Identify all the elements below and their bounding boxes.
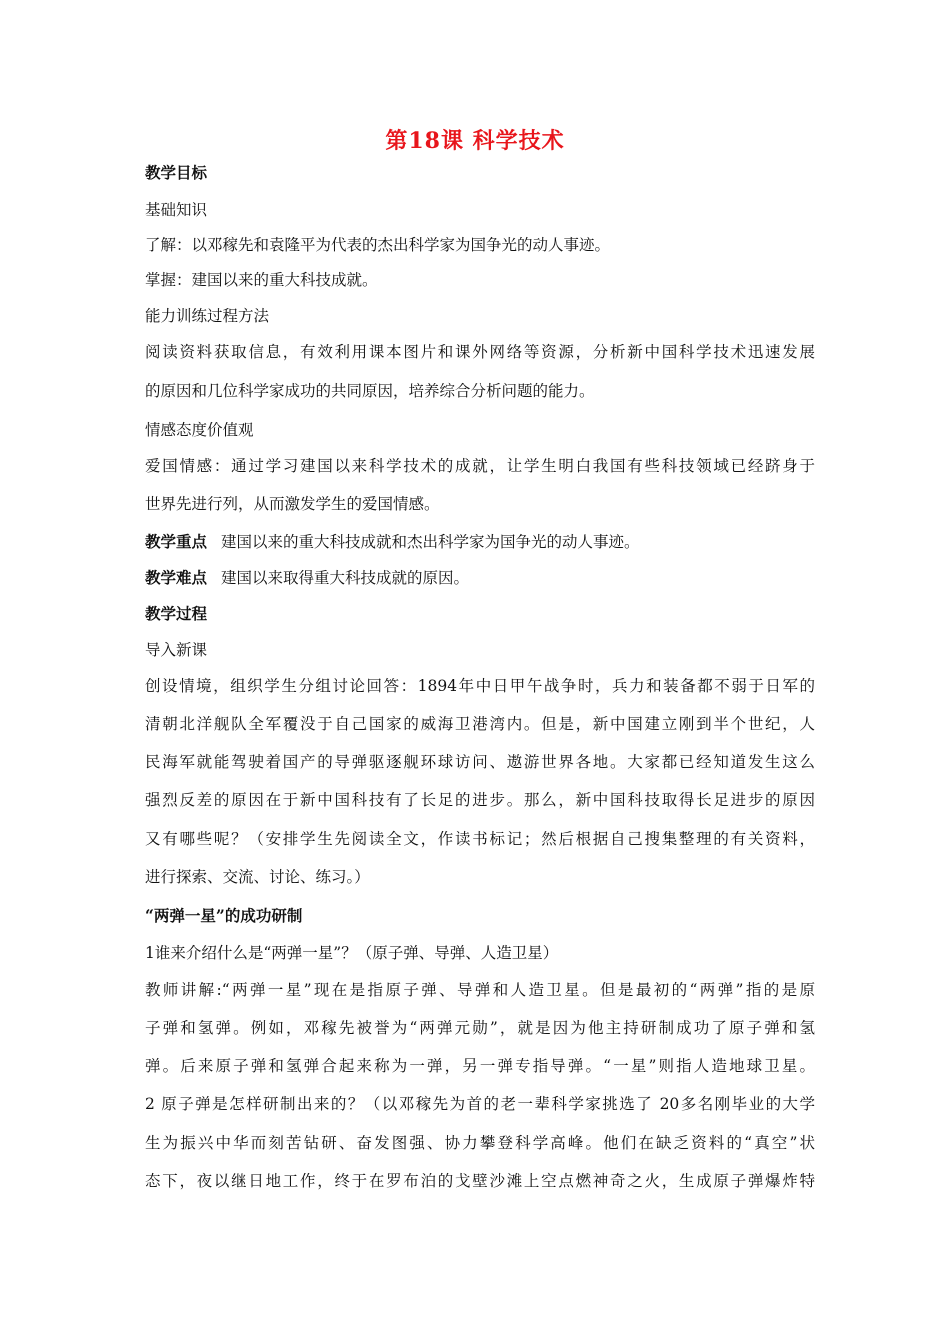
section-label: 教学重点 [145, 532, 208, 551]
text-line: 子弹和氢弹。例如，邓稼先被誉为“两弹元勋”，就是因为他主持研制成功了原子弹和氢 [145, 1019, 815, 1037]
text-line: 掌握：建国以来的重大科技成就。 [145, 271, 378, 289]
text-line: 进行探索、交流、讨论、练习。） [145, 868, 370, 886]
text-line: 创设情境，组织学生分组讨论回答：1894年中日甲午战争时，兵力和装备都不弱于日军的 [145, 677, 815, 695]
text-line: 爱国情感：通过学习建国以来科学技术的成就，让学生明白我国有些科技领域已经跻身于 [145, 457, 815, 475]
text-line: “两弹一星”的成功研制 [145, 906, 303, 925]
text-line: 教学过程 [145, 604, 208, 623]
text-line: 态下，夜以继日地工作，终于在罗布泊的戈壁沙滩上空点燃神奇之火，生成原子弹爆炸特 [145, 1172, 815, 1190]
text-line: 民海军就能驾驶着国产的导弹驱逐舰环球访问、遨游世界各地。大家都已经知道发生这么 [145, 753, 815, 771]
page-title: 第18课 科学技术 [385, 128, 565, 154]
text-line: 生为振兴中华而刻苦钻研、奋发图强、协力攀登科学高峰。他们在缺乏资料的“真空”状 [145, 1134, 815, 1152]
text-line: 能力训练过程方法 [145, 307, 270, 325]
text-line [145, 568, 815, 588]
text-line: 清朝北洋舰队全军覆没于自己国家的威海卫港湾内。但是，新中国建立刚到半个世纪，人 [145, 715, 815, 733]
text-line: 教学目标 [145, 163, 208, 182]
text-line: 又有哪些呢？（安排学生先阅读全文，作读书标记；然后根据自己搜集整理的有关资料， [145, 830, 815, 848]
text-line: 阅读资料获取信息，有效利用课本图片和课外网络等资源，分析新中国科学技术迅速发展 [145, 343, 815, 361]
text-line: 情感态度价值观 [145, 421, 254, 439]
text-line: 1谁来介绍什么是“两弹一星”？（原子弹、导弹、人造卫星） [145, 944, 559, 962]
section-label: 教学难点 [145, 568, 208, 587]
text-line: 世界先进行列，从而激发学生的爱国情感。 [145, 495, 440, 513]
text-line: 基础知识 [145, 201, 208, 219]
text-line: 强烈反差的原因在于新中国科技有了长足的进步。那么，新中国科技取得长足进步的原因 [145, 791, 815, 809]
text-line: 了解：以邓稼先和袁隆平为代表的杰出科学家为国争光的动人事迹。 [145, 236, 611, 254]
text-line: 导入新课 [145, 641, 208, 659]
text-line: 的原因和几位科学家成功的共同原因，培养综合分析问题的能力。 [145, 382, 595, 400]
section-text: 建国以来取得重大科技成就的原因。 [221, 569, 470, 587]
section-text: 建国以来的重大科技成就和杰出科学家为国争光的动人事迹。 [221, 533, 640, 551]
text-line: 弹。后来原子弹和氢弹合起来称为一弹，另一弹专指导弹。“一星”则指人造地球卫星。 [145, 1057, 815, 1075]
text-line: 2 原子弹是怎样研制出来的？（以邓稼先为首的老一辈科学家挑选了 20多名刚毕业的大学 [145, 1095, 815, 1113]
text-line: 教师讲解:“两弹一星”现在是指原子弹、导弹和人造卫星。但是最初的“两弹”指的是原 [145, 981, 815, 999]
text-line [145, 532, 815, 552]
